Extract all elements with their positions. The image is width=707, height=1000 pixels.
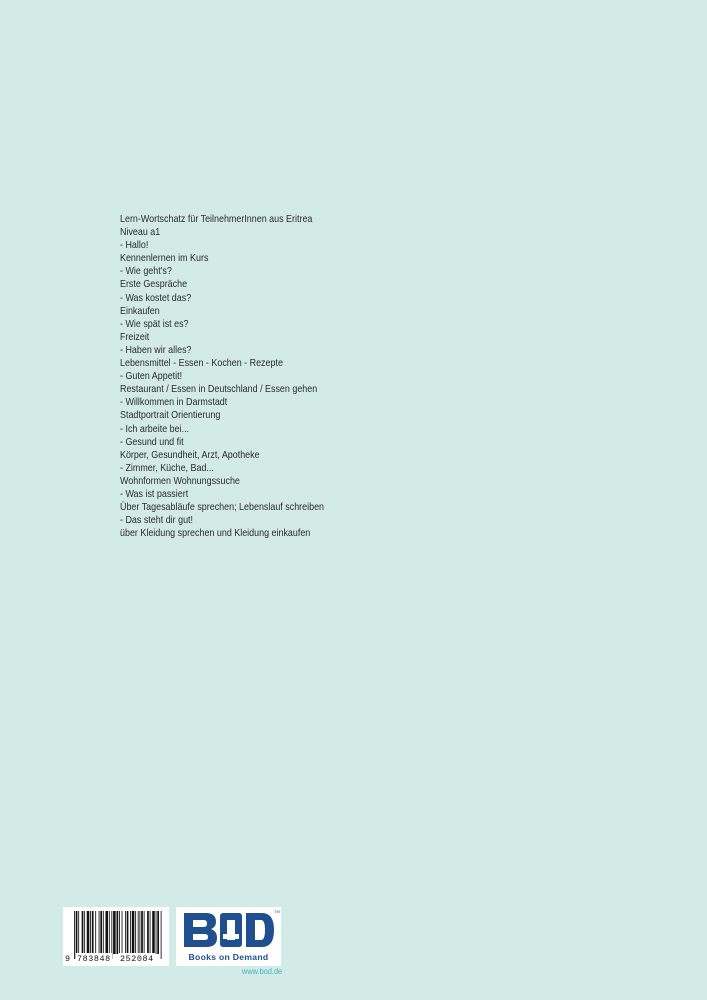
- barcode-bar: [144, 911, 145, 954]
- barcode-bar: [95, 911, 96, 954]
- barcode-bar: [84, 911, 85, 954]
- toc-line: - Wie spät ist es?: [120, 318, 189, 330]
- barcode-bar: [119, 911, 120, 954]
- barcode-bar: [109, 911, 110, 954]
- barcode-bar: [139, 911, 140, 954]
- barcode-bar: [82, 911, 84, 954]
- publisher-name: Books on Demand: [188, 952, 269, 962]
- barcode-bar: [76, 911, 78, 959]
- barcode-bar: [111, 911, 112, 959]
- barcode-bar: [99, 911, 100, 954]
- barcode-bar: [78, 911, 79, 954]
- toc-line: über Kleidung sprechen und Kleidung einkaufen: [120, 528, 311, 540]
- barcode-bar: [157, 911, 159, 954]
- toc-line: Wohnformen Wohnungssuche: [120, 475, 240, 487]
- barcode-bar: [127, 911, 129, 954]
- barcode-bar: [87, 911, 90, 954]
- toc-line: Über Tagesabläufe sprechen; Lebenslauf schreiben: [120, 502, 325, 514]
- toc-line: Erste Gespräche: [120, 279, 188, 291]
- toc-line: - Hallo!: [120, 240, 149, 252]
- toc-line: - Gesund und fit: [120, 436, 184, 448]
- toc-list: [120, 213, 580, 540]
- barcode-bar: [135, 911, 136, 954]
- barcode-bar: [117, 911, 119, 954]
- toc-line: Lebensmittel - Essen - Kochen - Rezepte: [120, 358, 283, 370]
- barcode-bar: [105, 911, 108, 954]
- barcode-bar: [147, 911, 149, 954]
- barcode-digits: [63, 953, 169, 965]
- toc-line: - Das steht dir gut!: [120, 515, 194, 527]
- toc-line: - Was kostet das?: [120, 292, 192, 304]
- toc-line: - Willkommen in Darmstadt: [120, 397, 228, 409]
- toc-line: Kennenlernen im Kurs: [120, 253, 209, 265]
- toc-line: - Haben wir alles?: [120, 344, 192, 356]
- bod-logo-mark: [176, 907, 281, 953]
- barcode-bar: [161, 911, 162, 959]
- toc-line: - Wie geht's?: [120, 266, 172, 278]
- barcode-bar: [74, 911, 75, 959]
- barcode-bar: [138, 911, 139, 954]
- barcode-bar: [90, 911, 91, 954]
- barcode-bar: [125, 911, 126, 954]
- barcode-bar: [132, 911, 135, 954]
- barcode-bar: [100, 911, 102, 954]
- barcode-bar: [156, 911, 157, 954]
- barcode-bar: [122, 911, 123, 954]
- toc-line: Einkaufen: [120, 305, 160, 317]
- barcode-lead-digit: 9: [65, 954, 71, 964]
- toc-line: Niveau a1: [120, 227, 161, 239]
- barcode-bar: [152, 911, 155, 954]
- barcode-bar: [92, 911, 94, 954]
- barcode-group-2: 252084: [120, 954, 154, 964]
- toc-line: Körper, Gesundheit, Arzt, Apotheke: [120, 449, 260, 461]
- toc-line: Restaurant / Essen in Deutschland / Essen gehen: [120, 384, 318, 396]
- barcode-bar: [113, 911, 116, 954]
- barcode-bar: [130, 911, 131, 954]
- toc-line: Freizeit: [120, 331, 150, 343]
- toc-line: - Zimmer, Küche, Bad...: [120, 462, 214, 474]
- toc-line: Stadtportrait Orientierung: [120, 410, 221, 422]
- publisher-website: www.bod.de: [242, 967, 283, 976]
- barcode-bar: [103, 911, 104, 954]
- barcode-group-1: 783848: [77, 954, 111, 964]
- toc-line: - Ich arbeite bei...: [120, 423, 190, 435]
- barcode-bar: [150, 911, 151, 954]
- toc-line: - Was ist passiert: [120, 488, 189, 500]
- bod-logo: [176, 907, 281, 966]
- toc-line: - Guten Appetit!: [120, 371, 183, 383]
- trademark-mark: TM: [274, 909, 280, 914]
- isbn-barcode: [63, 907, 169, 966]
- barcode-bar: [141, 911, 143, 954]
- toc-line: Lern-Wortschatz für TeilnehmerInnen aus Eritrea: [120, 214, 313, 225]
